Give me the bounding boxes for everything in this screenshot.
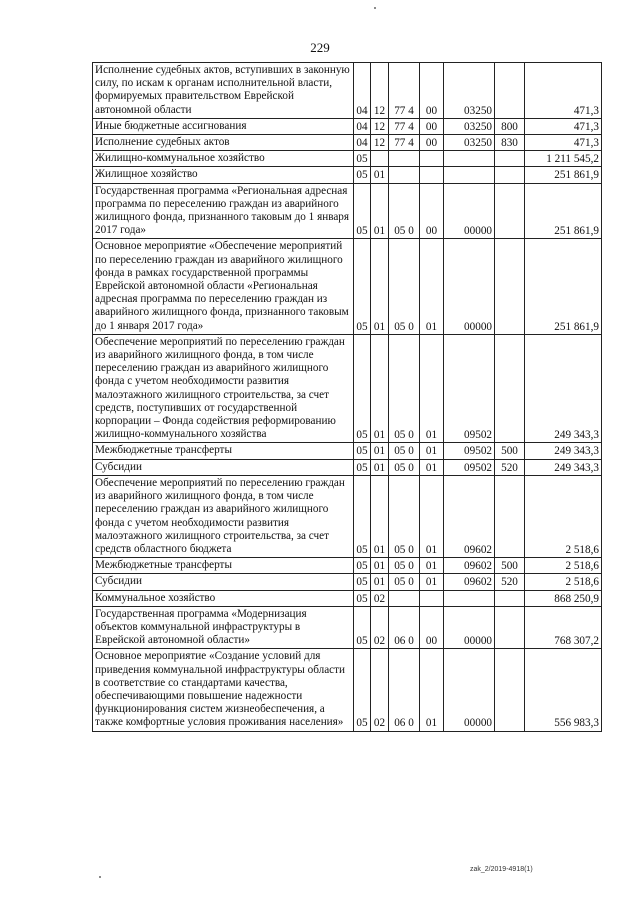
cell-expense-type [495,63,525,119]
cell-target-activity [420,590,444,606]
cell-subsection: 01 [371,167,389,183]
scan-speck [99,876,101,878]
cell-target-code: 09602 [444,558,495,574]
cell-expense-type: 830 [495,135,525,151]
table-body [93,63,602,732]
cell-section: 05 [354,558,371,574]
table-row [93,475,602,557]
cell-section: 05 [354,574,371,590]
cell-target-activity [420,151,444,167]
table-row [93,334,602,443]
cell-subsection: 01 [371,574,389,590]
scan-speck [374,7,376,9]
page-number: 229 [310,40,330,55]
cell-target-program [389,590,420,606]
cell-name: Обеспечение мероприятий по переселению граждан из аварийного жилищного фонда, в том числе переселению граждан из аварийного жилищного фонда с учетом необходимости развития малоэтажного жилищного строительства, за счет средств областного бюджета [93,475,354,557]
cell-amount: 249 343,3 [525,334,602,443]
cell-target-activity: 00 [420,63,444,119]
cell-section: 05 [354,334,371,443]
cell-target-code: 00000 [444,183,495,239]
table-row [93,151,602,167]
cell-subsection: 01 [371,183,389,239]
cell-expense-type: 520 [495,574,525,590]
cell-section: 05 [354,183,371,239]
cell-target-program [389,151,420,167]
cell-target-activity: 01 [420,239,444,334]
cell-target-activity: 01 [420,475,444,557]
cell-subsection: 01 [371,334,389,443]
cell-section: 05 [354,475,371,557]
cell-target-code: 00000 [444,239,495,334]
cell-amount: 471,3 [525,63,602,119]
cell-amount: 251 861,9 [525,167,602,183]
cell-name: Межбюджетные трансферты [93,443,354,459]
cell-name: Коммунальное хозяйство [93,590,354,606]
cell-target-code: 09502 [444,334,495,443]
cell-target-activity: 01 [420,334,444,443]
cell-target-activity: 01 [420,459,444,475]
cell-subsection: 12 [371,63,389,119]
cell-section: 05 [354,167,371,183]
cell-name: Иные бюджетные ассигнования [93,118,354,134]
cell-target-activity: 00 [420,606,444,649]
cell-amount: 868 250,9 [525,590,602,606]
cell-target-code [444,590,495,606]
cell-subsection [371,151,389,167]
cell-target-program: 77 4 [389,63,420,119]
table-row [93,558,602,574]
cell-target-code [444,151,495,167]
cell-name: Исполнение судебных актов [93,135,354,151]
cell-amount: 1 211 545,2 [525,151,602,167]
cell-target-program: 05 0 [389,334,420,443]
cell-subsection: 02 [371,649,389,731]
cell-target-program: 05 0 [389,475,420,557]
cell-subsection: 01 [371,239,389,334]
table-row [93,118,602,134]
cell-name: Основное мероприятие «Создание условий для приведения коммунальной инфраструктуры области в соответствие со стандартами качества, обеспечивающими повышение надежности функционирования систем жизнеобеспечения, а также комфортные условия проживания населения» [93,649,354,731]
cell-target-code: 09602 [444,475,495,557]
cell-target-code: 09502 [444,459,495,475]
cell-target-program: 77 4 [389,118,420,134]
cell-target-code: 03250 [444,63,495,119]
cell-expense-type [495,606,525,649]
cell-target-program: 06 0 [389,649,420,731]
cell-amount: 471,3 [525,118,602,134]
cell-expense-type [495,183,525,239]
cell-amount: 556 983,3 [525,649,602,731]
cell-target-activity: 00 [420,135,444,151]
cell-expense-type [495,649,525,731]
cell-section: 05 [354,151,371,167]
cell-name: Обеспечение мероприятий по переселению граждан из аварийного жилищного фонда, в том числе переселению граждан из аварийного жилищного фонда с учетом необходимости развития малоэтажного жилищного строительства, за счет средств, поступивших от государственной корпорации – Фонда содействия реформированию жилищно-коммунального хозяйства [93,334,354,443]
cell-target-code: 03250 [444,135,495,151]
cell-expense-type [495,334,525,443]
table-row [93,63,602,119]
cell-target-program: 05 0 [389,443,420,459]
cell-amount: 249 343,3 [525,443,602,459]
cell-amount: 2 518,6 [525,475,602,557]
cell-name: Жилищно-коммунальное хозяйство [93,151,354,167]
cell-expense-type [495,151,525,167]
table-row [93,606,602,649]
cell-target-program: 05 0 [389,239,420,334]
cell-target-program [389,167,420,183]
cell-expense-type [495,475,525,557]
cell-amount: 768 307,2 [525,606,602,649]
cell-target-program: 77 4 [389,135,420,151]
table-row [93,443,602,459]
cell-amount: 2 518,6 [525,574,602,590]
cell-target-activity: 01 [420,443,444,459]
cell-name: Основное мероприятие «Обеспечение мероприятий по переселению граждан из аварийного жилищного фонда в рамках государственной программы Еврейской автономной области «Региональная адресная программа по переселению граждан из аварийного жилищного фонда, признанного таковым до 1 января 2017 года» [93,239,354,334]
cell-subsection: 02 [371,590,389,606]
cell-name: Государственная программа «Региональная адресная программа по переселению граждан из аварийного жилищного фонда, признанного таковым до 1 января 2017 года» [93,183,354,239]
cell-target-activity: 00 [420,118,444,134]
cell-amount: 251 861,9 [525,239,602,334]
cell-expense-type: 500 [495,443,525,459]
cell-target-program: 05 0 [389,574,420,590]
cell-name: Исполнение судебных актов, вступивших в законную силу, по искам к органам исполнительной власти, формируемых правительством Еврейской автономной области [93,63,354,119]
cell-target-code: 09602 [444,574,495,590]
cell-name: Жилищное хозяйство [93,167,354,183]
cell-subsection: 02 [371,606,389,649]
cell-target-code [444,167,495,183]
cell-section: 04 [354,135,371,151]
cell-subsection: 01 [371,475,389,557]
cell-target-activity: 01 [420,574,444,590]
cell-expense-type [495,167,525,183]
cell-amount: 249 343,3 [525,459,602,475]
cell-section: 05 [354,443,371,459]
cell-target-code: 00000 [444,606,495,649]
cell-section: 05 [354,590,371,606]
cell-section: 05 [354,459,371,475]
cell-section: 04 [354,63,371,119]
cell-section: 05 [354,239,371,334]
cell-expense-type: 800 [495,118,525,134]
cell-expense-type [495,590,525,606]
table-row [93,590,602,606]
cell-target-activity: 00 [420,183,444,239]
cell-subsection: 01 [371,443,389,459]
cell-amount: 471,3 [525,135,602,151]
table-row [93,135,602,151]
cell-target-activity: 01 [420,649,444,731]
table-row [93,459,602,475]
cell-expense-type: 520 [495,459,525,475]
cell-amount: 2 518,6 [525,558,602,574]
cell-amount: 251 861,9 [525,183,602,239]
cell-subsection: 01 [371,459,389,475]
cell-target-activity [420,167,444,183]
cell-expense-type [495,239,525,334]
cell-target-activity: 01 [420,558,444,574]
cell-name: Межбюджетные трансферты [93,558,354,574]
cell-section: 04 [354,118,371,134]
cell-name: Государственная программа «Модернизация объектов коммунальной инфраструктуры в Еврейской автономной области» [93,606,354,649]
table-row [93,574,602,590]
cell-target-program: 05 0 [389,183,420,239]
cell-subsection: 12 [371,118,389,134]
cell-target-code: 00000 [444,649,495,731]
cell-subsection: 12 [371,135,389,151]
table-row [93,183,602,239]
cell-section: 05 [354,649,371,731]
table-row [93,167,602,183]
table-row [93,239,602,334]
cell-name: Субсидии [93,574,354,590]
footer-code: zak_2/2019-4918(1) [470,866,533,873]
cell-target-program: 05 0 [389,558,420,574]
cell-name: Субсидии [93,459,354,475]
cell-expense-type: 500 [495,558,525,574]
table-row [93,649,602,731]
cell-subsection: 01 [371,558,389,574]
cell-target-code: 03250 [444,118,495,134]
cell-target-program: 05 0 [389,459,420,475]
cell-target-program: 06 0 [389,606,420,649]
budget-table [92,62,602,732]
cell-section: 05 [354,606,371,649]
cell-target-code: 09502 [444,443,495,459]
